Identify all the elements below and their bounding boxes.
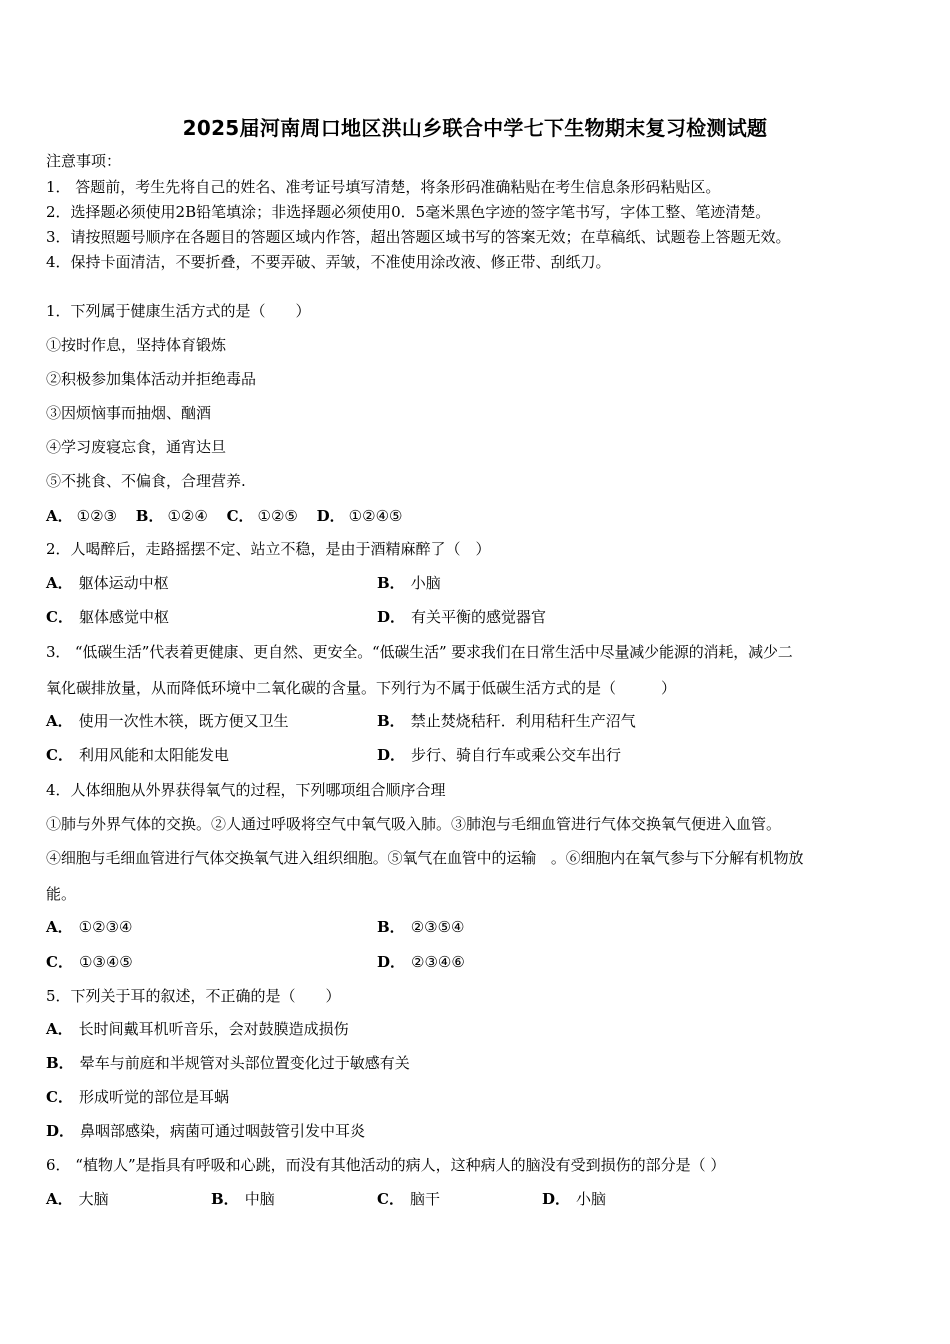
option-letter: A．: [46, 918, 73, 936]
q6-option-c[interactable]: [377, 1189, 440, 1209]
option-letter: A．: [46, 1190, 73, 1208]
option-text: ①③④⑤: [78, 953, 133, 971]
q2-option-b[interactable]: [377, 573, 441, 593]
option-letter: C．: [377, 1190, 404, 1208]
option-b[interactable]: [136, 506, 208, 526]
option-text: 禁止焚烧秸秆．利用秸秆生产沼气: [410, 712, 636, 730]
option-letter: C．: [46, 608, 73, 626]
question-1-item-3: ③因烦恼事而抽烟、酗酒: [46, 404, 212, 422]
q5-option-d[interactable]: [46, 1121, 365, 1141]
option-letter: A．: [46, 507, 73, 525]
option-text: 小脑: [410, 574, 441, 592]
option-text: ①②③: [76, 507, 117, 525]
option-text: ②③④⑥: [411, 953, 465, 971]
q3-option-b[interactable]: [377, 711, 636, 731]
option-letter: B．: [211, 1190, 239, 1208]
question-4-line-1: ①肺与外界气体的交换。②人通过呼吸将空气中氧气吸入肺。③肺泡与毛细血管进行气体交换氧气便进入血管。: [46, 815, 782, 833]
q5-option-c[interactable]: [46, 1087, 229, 1107]
note-item-3: 3．请按照题号顺序在各题目的答题区域内作答，超出答题区域书写的答案无效；在草稿纸、试题卷上答题无效。: [46, 228, 791, 246]
option-text: 中脑: [244, 1190, 275, 1208]
option-text: 有关平衡的感觉器官: [411, 608, 547, 626]
option-letter: C．: [226, 507, 254, 525]
option-text: 形成听觉的部位是耳蜗: [78, 1088, 229, 1106]
option-text: 小脑: [576, 1190, 607, 1208]
option-letter: A．: [46, 574, 73, 592]
note-item-2: 2．选择题必须使用2B铅笔填涂；非选择题必须使用0．5毫米黑色字迹的签字笔书写，字体工整、笔迹清楚。: [46, 203, 771, 221]
q4-option-a[interactable]: [46, 917, 132, 937]
option-letter: B．: [377, 574, 405, 592]
q2-option-c[interactable]: [46, 607, 169, 627]
option-letter: D．: [46, 1122, 75, 1140]
option-text: 使用一次性木筷，既方便又卫生: [78, 712, 289, 730]
option-letter: B．: [46, 1054, 74, 1072]
page-title: 2025届河南周口地区洪山乡联合中学七下生物期末复习检测试题: [182, 116, 768, 140]
question-5-stem: 5．下列关于耳的叙述，不正确的是（ ）: [46, 987, 341, 1005]
option-text: 大脑: [78, 1190, 109, 1208]
note-item-1: 1． 答题前，考生先将自己的姓名、准考证号填写清楚，将条形码准确粘贴在考生信息条形码粘贴区。: [46, 178, 721, 196]
q5-option-a[interactable]: [46, 1019, 349, 1039]
option-text: 晕车与前庭和半规管对头部位置变化过于敏感有关: [79, 1054, 410, 1072]
q4-option-b[interactable]: [377, 917, 464, 937]
question-1-item-5: ⑤不挑食、不偏食，合理营养.: [46, 472, 246, 490]
notes-heading: 注意事项：: [46, 152, 122, 170]
option-letter: B．: [135, 507, 164, 525]
option-letter: C．: [46, 1088, 73, 1106]
option-a[interactable]: [46, 506, 117, 526]
option-letter: C．: [46, 746, 73, 764]
option-letter: A．: [46, 712, 73, 730]
question-2-stem: 2．人喝醉后，走路摇摆不定、站立不稳，是由于酒精麻醉了（ ）: [46, 540, 491, 558]
q6-option-b[interactable]: [211, 1189, 275, 1209]
option-text: 步行、骑自行车或乘公交车出行: [411, 746, 622, 764]
q3-option-d[interactable]: [377, 745, 621, 765]
question-1-stem: 1．下列属于健康生活方式的是（ ）: [46, 302, 311, 320]
question-4-line-3: 能。: [46, 885, 77, 903]
question-4-line-2: ④细胞与毛细血管进行气体交换氧气进入组织细胞。⑤氧气在血管中的运输 。⑥细胞内在氧气参与下分解有机物放: [46, 849, 804, 867]
question-3-stem-line-1: 3． “低碳生活”代表着更健康、更自然、更安全。“低碳生活” 要求我们在日常生活中尽量减少能源的消耗，减少二: [46, 643, 793, 661]
q4-option-d[interactable]: [377, 952, 465, 972]
option-text: 利用风能和太阳能发电: [78, 746, 229, 764]
q5-option-b[interactable]: [46, 1053, 410, 1073]
q2-option-a[interactable]: [46, 573, 169, 593]
q6-option-d[interactable]: [542, 1189, 606, 1209]
option-letter: D．: [377, 746, 406, 764]
q4-option-c[interactable]: [46, 952, 133, 972]
question-4-stem: 4．人体细胞从外界获得氧气的过程，下列哪项组合顺序合理: [46, 781, 446, 799]
note-item-4: 4．保持卡面清洁，不要折叠，不要弄破、弄皱，不准使用涂改液、修正带、刮纸刀。: [46, 253, 611, 271]
option-letter: D．: [377, 608, 406, 626]
option-c[interactable]: [227, 506, 298, 526]
question-6-stem: 6． “植物人”是指具有呼吸和心跳，而没有其他活动的病人，这种病人的脑没有受到损伤的部分是（ ）: [46, 1156, 726, 1174]
question-1-item-1: ①按时作息，坚持体育锻炼: [46, 336, 227, 354]
option-text: 长时间戴耳机听音乐，会对鼓膜造成损伤: [78, 1020, 349, 1038]
option-letter: A．: [46, 1020, 73, 1038]
option-letter: D．: [542, 1190, 571, 1208]
option-text: 鼻咽部感染，病菌可通过咽鼓管引发中耳炎: [80, 1122, 366, 1140]
option-letter: B．: [377, 712, 405, 730]
question-1-item-4: ④学习废寝忘食，通宵达旦: [46, 438, 227, 456]
question-1-item-2: ②积极参加集体活动并拒绝毒品: [46, 370, 257, 388]
option-letter: D．: [316, 507, 345, 525]
q2-option-d[interactable]: [377, 607, 546, 627]
option-text: 躯体感觉中枢: [78, 608, 169, 626]
option-letter: B．: [377, 918, 405, 936]
option-text: ①②④⑤: [348, 507, 403, 525]
question-3-stem-line-2: 氧化碳排放量，从而降低环境中二氧化碳的含量。下列行为不属于低碳生活方式的是（ ）: [46, 679, 677, 697]
option-text: ②③⑤④: [410, 918, 465, 936]
q3-option-a[interactable]: [46, 711, 289, 731]
option-text: ①②③④: [78, 918, 133, 936]
option-letter: C．: [46, 953, 73, 971]
option-text: 脑干: [409, 1190, 440, 1208]
question-1-options: [46, 506, 416, 526]
option-d[interactable]: [317, 506, 403, 526]
option-text: ①②⑤: [257, 507, 298, 525]
option-text: 躯体运动中枢: [78, 574, 169, 592]
q3-option-c[interactable]: [46, 745, 229, 765]
q6-option-a[interactable]: [46, 1189, 109, 1209]
option-text: ①②④: [167, 507, 208, 525]
option-letter: D．: [377, 953, 406, 971]
